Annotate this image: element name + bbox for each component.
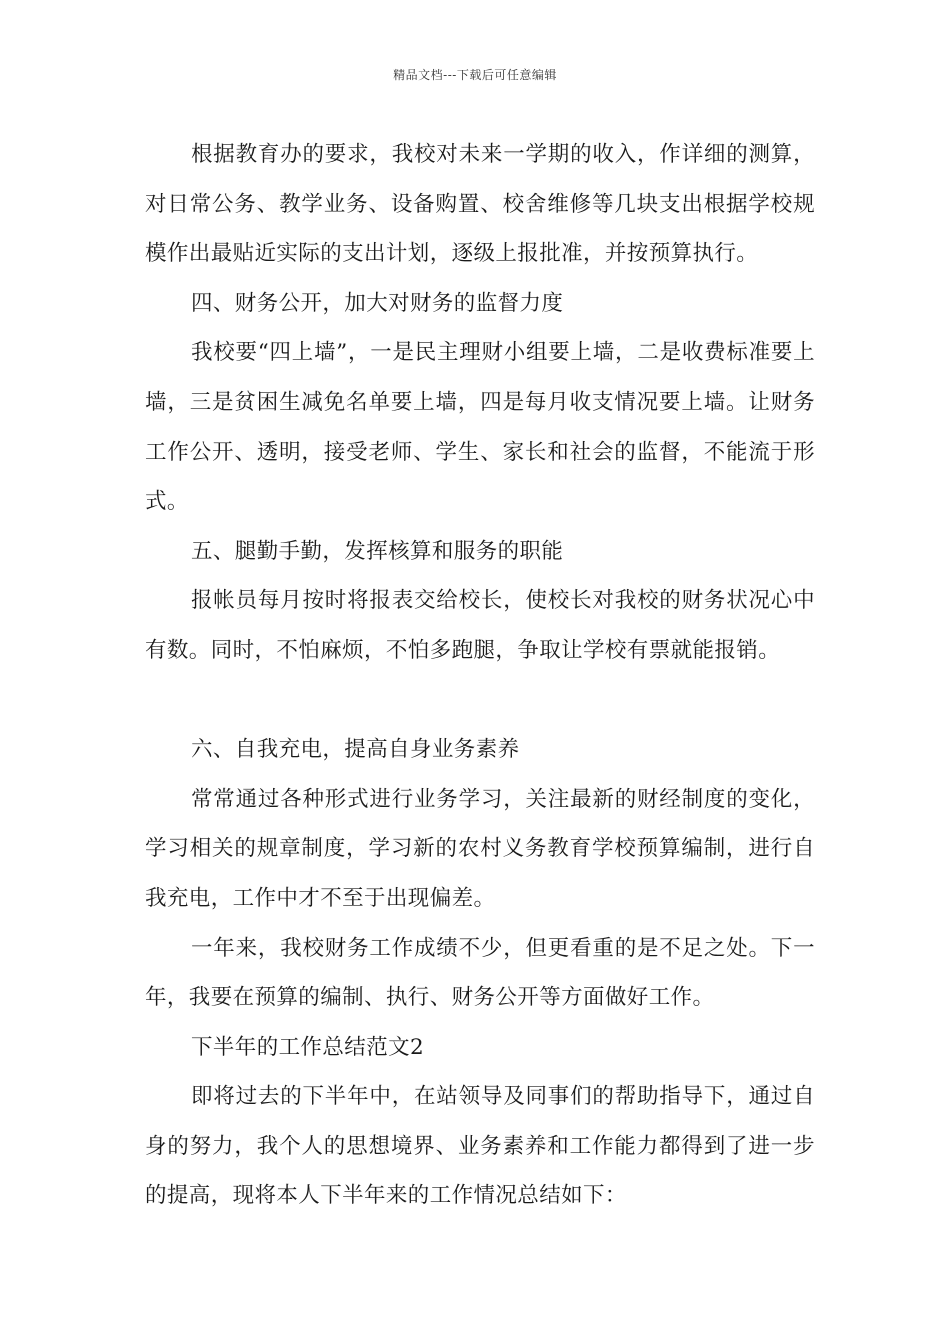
paragraph-accounting-service: 报帐员每月按时将报表交给校长，使校长对我校的财务状况心中有数。同时，不怕麻烦，不怕多跑腿，争取让学校有票就能报销。 <box>145 588 815 663</box>
paragraph-budget: 根据教育办的要求，我校对未来一学期的收入，作详细的测算，对日常公务、教学业务、设备购置、校舍维修等几块支出根据学校规模作出最贴近实际的支出计划，逐级上报批准，并按预算执行。 <box>145 142 815 267</box>
heading-section-5: 五、腿勤手勤，发挥核算和服务的职能 <box>191 538 564 564</box>
paragraph-spacer <box>145 676 815 726</box>
heading-section-6: 六、自我充电，提高自身业务素养 <box>191 737 520 763</box>
document-body <box>145 130 815 1221</box>
paragraph-self-study: 常常通过各种形式进行业务学习，关注最新的财经制度的变化，学习相关的规章制度，学习新的农村义务教育学校预算编制，进行自我充电，工作中才不至于出现偏差。 <box>145 786 815 911</box>
heading-section-4: 四、财务公开，加大对财务的监督力度 <box>191 290 564 316</box>
page-header: 精品文档---下载后可任意编辑 <box>393 68 557 82</box>
paragraph-year-summary: 一年来，我校财务工作成绩不少，但更看重的是不足之处。下一年，我要在预算的编制、执行、财务公开等方面做好工作。 <box>145 935 815 1011</box>
heading-sample-2: 下半年的工作总结范文2 <box>191 1034 425 1060</box>
paragraph-finance-disclosure: 我校要“四上墙”，一是民主理财小组要上墙，二是收费标准要上墙，三是贫困生减免名单要上墙，四是每月收支情况要上墙。让财务工作公开、透明，接受老师、学生、家长和社会的监督，不能流于形式。 <box>145 340 815 515</box>
paragraph-sample-2-intro: 即将过去的下半年中，在站领导及同事们的帮助指导下，通过自身的努力，我个人的思想境界、业务素养和工作能力都得到了进一步的提高，现将本人下半年来的工作情况总结如下： <box>145 1084 815 1209</box>
